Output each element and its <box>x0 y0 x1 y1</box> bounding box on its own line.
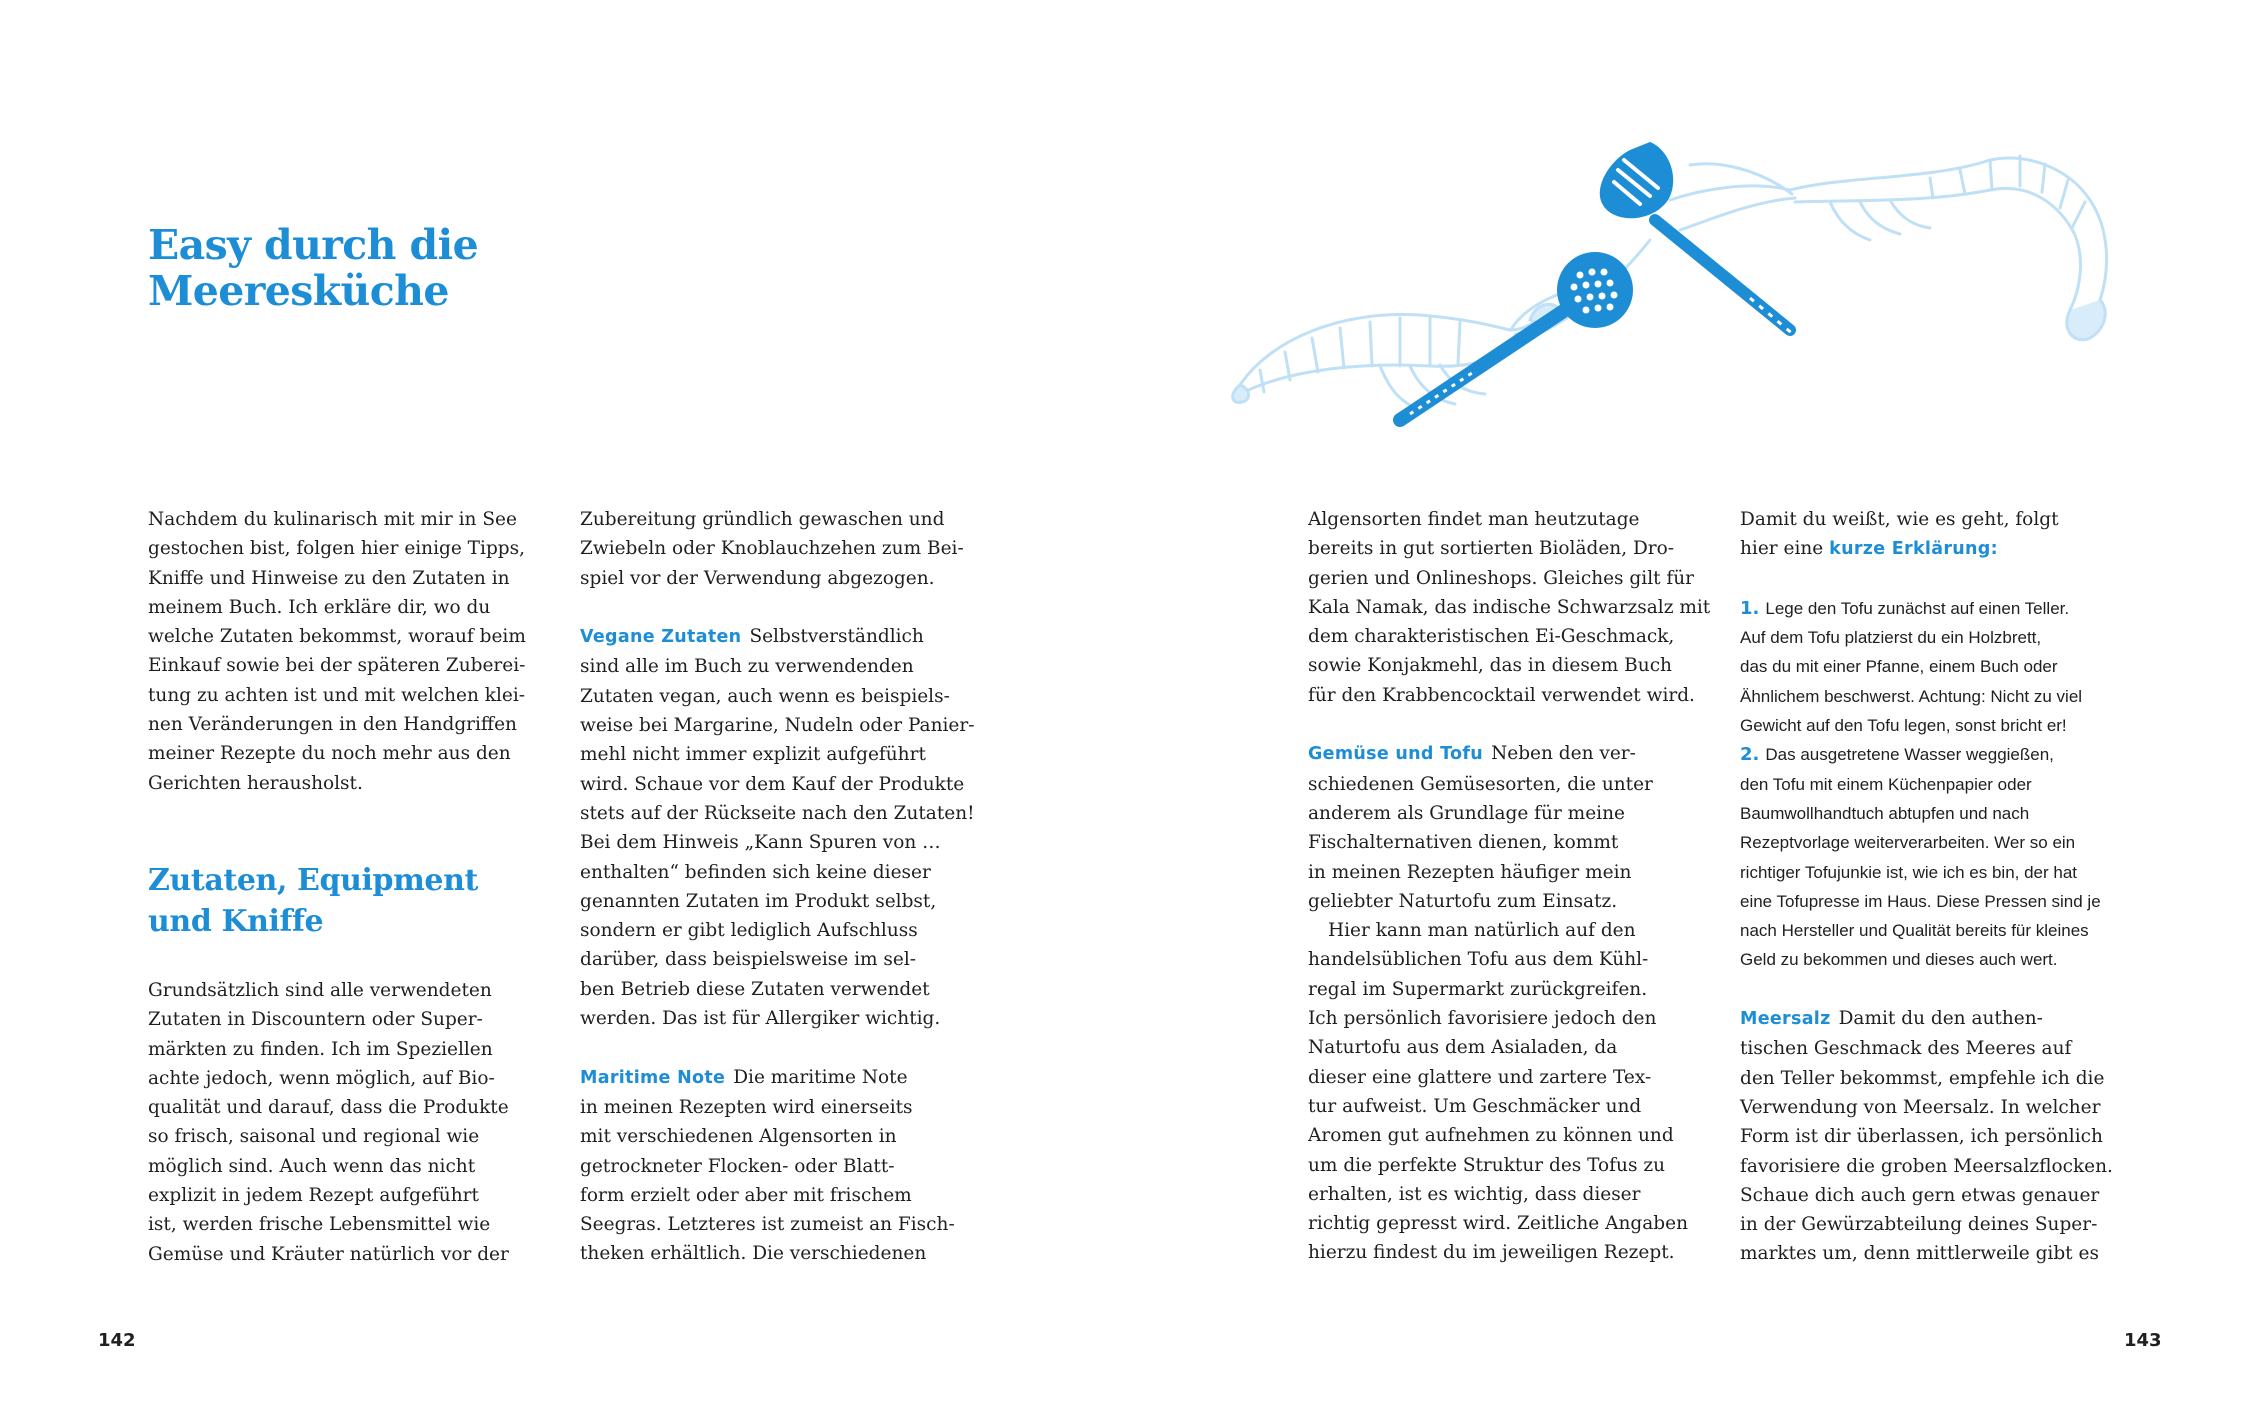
text-line: Kniffe und Hinweise zu den Zutaten in <box>148 567 510 589</box>
text-line: in meinen Rezepten wird einerseits <box>580 1096 913 1118</box>
vegan-first-line <box>580 622 970 652</box>
meersalz-keyword: Meersalz <box>1740 1009 1831 1030</box>
text-line: eine Tofupresse im Haus. Diese Pressen sind je <box>1740 891 2101 911</box>
page-number-right: 143 <box>2124 1330 2162 1351</box>
text-line: Algensorten findet man heutzutage <box>1308 509 1640 530</box>
text-line: erhalten, ist es wichtig, dass dieser <box>1308 1183 1641 1205</box>
text-fragment: hier eine <box>1740 538 1824 560</box>
text-line: dem charakteristischen Ei-Geschmack, <box>1308 626 1675 648</box>
text-line: Zutaten in Discountern oder Super- <box>148 1009 483 1031</box>
text-line: Naturtofu aus dem Asialaden, da <box>1308 1037 1618 1059</box>
text-line: Gerichten herausholst. <box>148 772 363 794</box>
text-line: Seegras. Letzteres ist zumeist an Fisch- <box>580 1214 955 1236</box>
text-fragment: Damit du den authen- <box>1838 1008 2043 1030</box>
text-line: Auf dem Tofu platzierst du ein Holzbrett, <box>1740 628 2042 648</box>
text-fragment: Das ausgetretene Wasser weggießen, <box>1765 745 2054 765</box>
text-line: dieser eine glattere und zartere Tex- <box>1308 1066 1652 1088</box>
title-line: Easy durch die <box>148 221 479 269</box>
text-line: richtig gepresst wird. Zeitliche Angaben <box>1308 1213 1688 1235</box>
text-line: den Teller bekommst, empfehle ich die <box>1740 1067 2105 1089</box>
right-page <box>1122 0 2244 1417</box>
text-line: Gemüse und Kräuter natürlich vor der <box>148 1243 509 1265</box>
text-line: möglich sind. Auch wenn das nicht <box>148 1155 476 1177</box>
text-line: Geld zu bekommen und dieses auch wert. <box>1740 950 2058 970</box>
text-line: favorisiere die groben Meersalzflocken. <box>1740 1155 2113 1177</box>
text-line: gerien und Onlineshops. Gleiches gilt für <box>1308 567 1695 589</box>
text-line: darüber, dass beispielsweise im sel- <box>580 949 917 971</box>
tofu-steps <box>1740 594 2140 975</box>
text-line: nach Hersteller und Qualität bereits für kleines <box>1740 921 2089 941</box>
text-line: Aromen gut aufnehmen zu können und <box>1308 1125 1674 1147</box>
text-line: anderem als Grundlage für meine <box>1308 802 1625 824</box>
text-line: Grundsätzlich sind alle verwendeten <box>148 980 492 1001</box>
text-line: stets auf der Rückseite nach den Zutaten! <box>580 802 975 824</box>
zutaten-paragraph <box>148 976 538 1269</box>
text-fragment: Neben den ver- <box>1491 743 1636 765</box>
text-line: Baumwollhandtuch abtupfen und nach <box>1740 803 2030 823</box>
text-line: qualität und darauf, dass die Produkte <box>148 1097 509 1119</box>
text-line: sondern er gibt lediglich Aufschluss <box>580 920 918 942</box>
text-line: regal im Supermarkt zurückgreifen. <box>1308 978 1648 1000</box>
text-line: das du mit einer Pfanne, einem Buch oder <box>1740 657 2058 677</box>
text-line: Gewicht auf den Tofu legen, sonst bricht er! <box>1740 716 2067 736</box>
text-line: in meinen Rezepten häufiger mein <box>1308 861 1632 883</box>
maritime-keyword: Maritime Note <box>580 1067 726 1088</box>
column-two <box>580 505 975 1269</box>
text-line: marktes um, denn mittlerweile gibt es <box>1740 1243 2099 1265</box>
text-line: handelsüblichen Tofu aus dem Kühl- <box>1308 949 1649 971</box>
text-line: tischen Geschmack des Meeres auf <box>1740 1038 2072 1060</box>
intro-paragraph <box>148 505 538 798</box>
heading-line: Zutaten, Equipment <box>148 863 478 898</box>
text-line: werden. Das ist für Allergiker wichtig. <box>580 1008 941 1030</box>
text-line: Ähnlichem beschwerst. Achtung: Nicht zu viel <box>1740 686 2083 706</box>
text-line: Fischalternativen dienen, kommt <box>1308 832 1619 854</box>
text-line: Form ist dir überlassen, ich persönlich <box>1740 1126 2103 1148</box>
text-fragment: Die maritime Note <box>733 1066 908 1088</box>
text-line: Einkauf sowie bei der späteren Zuberei- <box>148 655 526 677</box>
text-line: Nachdem du kulinarisch mit mir in See <box>148 509 517 530</box>
maritime-first-line <box>580 1063 970 1093</box>
text-line: spiel vor der Verwendung abgezogen. <box>580 567 935 589</box>
step-one-first-line <box>1740 594 2140 623</box>
text-line: Rezeptvorlage weiterverarbeiten. Wer so ein <box>1740 833 2076 853</box>
text-line: gestochen bist, folgen hier einige Tipps, <box>148 538 526 560</box>
text-line: um die perfekte Struktur des Tofus zu <box>1308 1154 1665 1176</box>
text-line: geliebter Naturtofu zum Einsatz. <box>1308 890 1618 912</box>
meersalz-first-line <box>1740 1004 2140 1034</box>
text-line: wird. Schaue vor dem Kauf der Produkte <box>580 773 965 795</box>
text-line: Zwiebeln oder Knoblauchzehen zum Bei- <box>580 538 964 560</box>
text-line: Schaue dich auch gern etwas genauer <box>1740 1184 2100 1206</box>
text-line: sowie Konjakmehl, das in diesem Buch <box>1308 655 1672 677</box>
text-line: Bei dem Hinweis „Kann Spuren von … <box>580 832 941 854</box>
step-two-first-line <box>1740 740 2140 769</box>
text-line: enthalten“ befinden sich keine dieser <box>580 861 931 883</box>
text-line: Verwendung von Meersalz. In welcher <box>1740 1096 2101 1118</box>
text-line: tur aufweist. Um Geschmäcker und <box>1308 1095 1642 1117</box>
gemuese-first-line <box>1308 739 1698 769</box>
text-line: welche Zutaten bekommst, worauf beim <box>148 626 526 648</box>
text-line: Ich persönlich favorisiere jedoch den <box>1308 1008 1657 1030</box>
text-line: Zubereitung gründlich gewaschen und <box>580 509 945 530</box>
text-line: Hier kann man natürlich auf den <box>1328 920 1636 942</box>
text-fragment: Selbstverständlich <box>749 626 924 648</box>
text-line: hierzu findest du im jeweiligen Rezept. <box>1308 1242 1675 1264</box>
text-line: schiedenen Gemüsesorten, die unter <box>1308 773 1653 795</box>
text-line: so frisch, saisonal und regional wie <box>148 1126 480 1148</box>
text-line: den Tofu mit einem Küchenpapier oder <box>1740 774 2032 794</box>
text-line: nen Veränderungen in den Handgriffen <box>148 714 517 736</box>
vegan-keyword: Vegane Zutaten <box>580 627 742 648</box>
text-line: für den Krabbencocktail verwendet wird. <box>1308 684 1695 706</box>
gemuese-keyword: Gemüse und Tofu <box>1308 744 1484 765</box>
intro-second-line <box>1740 534 2140 564</box>
erklaerung-keyword: kurze Erklärung: <box>1829 539 1998 560</box>
section-heading <box>148 860 478 942</box>
text-line: genannten Zutaten im Produkt selbst, <box>580 890 937 912</box>
text-line: richtiger Tofujunkie ist, wie ich es bin, der hat <box>1740 862 2078 882</box>
text-line: Zutaten vegan, auch wenn es beispiels- <box>580 685 950 707</box>
column-four <box>1740 505 2140 1269</box>
text-line: form erzielt oder aber mit frischem <box>580 1184 912 1206</box>
text-line: Kala Namak, das indische Schwarzsalz mit <box>1308 596 1711 618</box>
text-line: in der Gewürzabteilung deines Super- <box>1740 1214 2098 1236</box>
heading-line: und Kniffe <box>148 904 324 939</box>
text-line: ben Betrieb diese Zutaten verwendet <box>580 978 930 1000</box>
text-line: weise bei Margarine, Nudeln oder Panier- <box>580 715 975 737</box>
text-fragment: Lege den Tofu zunächst auf einen Teller. <box>1765 598 2070 618</box>
text-line: tung zu achten ist und mit welchen klei- <box>148 684 526 706</box>
text-line: achte jedoch, wenn möglich, auf Bio- <box>148 1067 495 1089</box>
column-three <box>1308 505 1711 1268</box>
page-number-left: 142 <box>98 1330 136 1351</box>
text-line: meiner Rezepte du noch mehr aus den <box>148 743 511 765</box>
step-number: 2. <box>1740 744 1760 766</box>
text-line: mehl nicht immer explizit aufgeführt <box>580 744 926 766</box>
page-title <box>148 222 478 314</box>
text-line: meinem Buch. Ich erkläre dir, wo du <box>148 596 491 618</box>
text-line: mit verschiedenen Algensorten in <box>580 1126 897 1148</box>
text-line: märkten zu finden. Ich im Speziellen <box>148 1038 493 1060</box>
text-line: sind alle im Buch zu verwendenden <box>580 656 914 678</box>
text-line: theken erhältlich. Die verschiedenen <box>580 1243 927 1265</box>
text-line: ist, werden frische Lebensmittel wie <box>148 1214 491 1236</box>
text-line: Damit du weißt, wie es geht, folgt <box>1740 509 2059 530</box>
text-line: explizit in jedem Rezept aufgeführt <box>148 1185 479 1207</box>
text-line: getrockneter Flocken- oder Blatt- <box>580 1155 895 1177</box>
text-line: bereits in gut sortierten Bioläden, Dro- <box>1308 538 1675 560</box>
title-line: Meeresküche <box>148 267 449 315</box>
step-number: 1. <box>1740 597 1760 619</box>
